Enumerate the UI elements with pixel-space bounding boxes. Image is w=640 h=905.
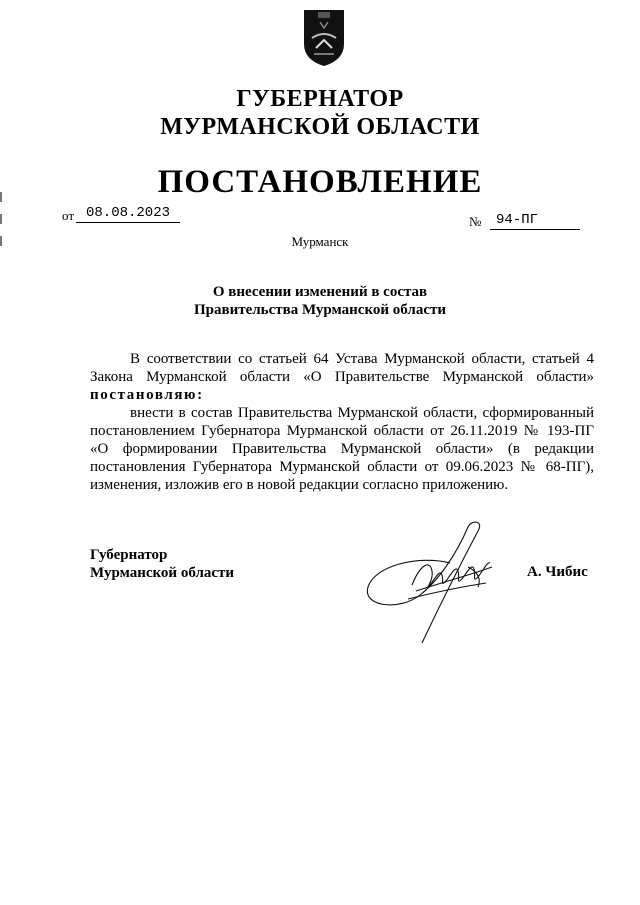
scan-mark: [0, 214, 2, 224]
city-name: Мурманск: [291, 234, 349, 249]
handwritten-signature-icon: [360, 515, 520, 650]
signatory-title-line2: Мурманской области: [90, 565, 235, 581]
preamble-paragraph: [90, 350, 594, 404]
decree-verb: постановляю:: [90, 387, 204, 403]
authority-title-line2: МУРМАНСКОЙ ОБЛАСТИ: [160, 114, 480, 140]
document-subject: [0, 283, 640, 319]
authority-title-line1: ГУБЕРНАТОР: [236, 86, 404, 112]
document-date: 08.08.2023: [76, 205, 180, 223]
signatory-name: А. Чибис: [527, 564, 588, 580]
subject-line1: О внесении изменений в состав: [212, 284, 428, 300]
document-type-title: ПОСТАНОВЛЕНИЕ: [157, 164, 483, 200]
subject-line2: Правительства Мурманской области: [193, 302, 447, 318]
operative-paragraph: внести в состав Правительства Мурманской области, сформированный постановлением Губернатора Мурманской области от 26.11.2019 № 193-ПГ «О формировании Правительства Мурманской области» (в редакции постановления Губернатора Мурманской области от 09.06.2023 № 68-ПГ), изменения, изложив его в новой редакции согласно приложению.: [90, 405, 594, 493]
signatory-title: [90, 546, 234, 582]
signatory-title-line1: Губернатор: [90, 547, 168, 563]
number-prefix: №: [469, 214, 482, 229]
coat-of-arms-icon: [302, 8, 346, 68]
document-number: 94-ПГ: [490, 212, 580, 230]
date-prefix: от: [62, 208, 75, 223]
preamble-text: В соответствии со статьей 64 Устава Мурманской области, статьей 4 Закона Мурманской области «О Правительстве Мурманской области»: [90, 351, 594, 385]
